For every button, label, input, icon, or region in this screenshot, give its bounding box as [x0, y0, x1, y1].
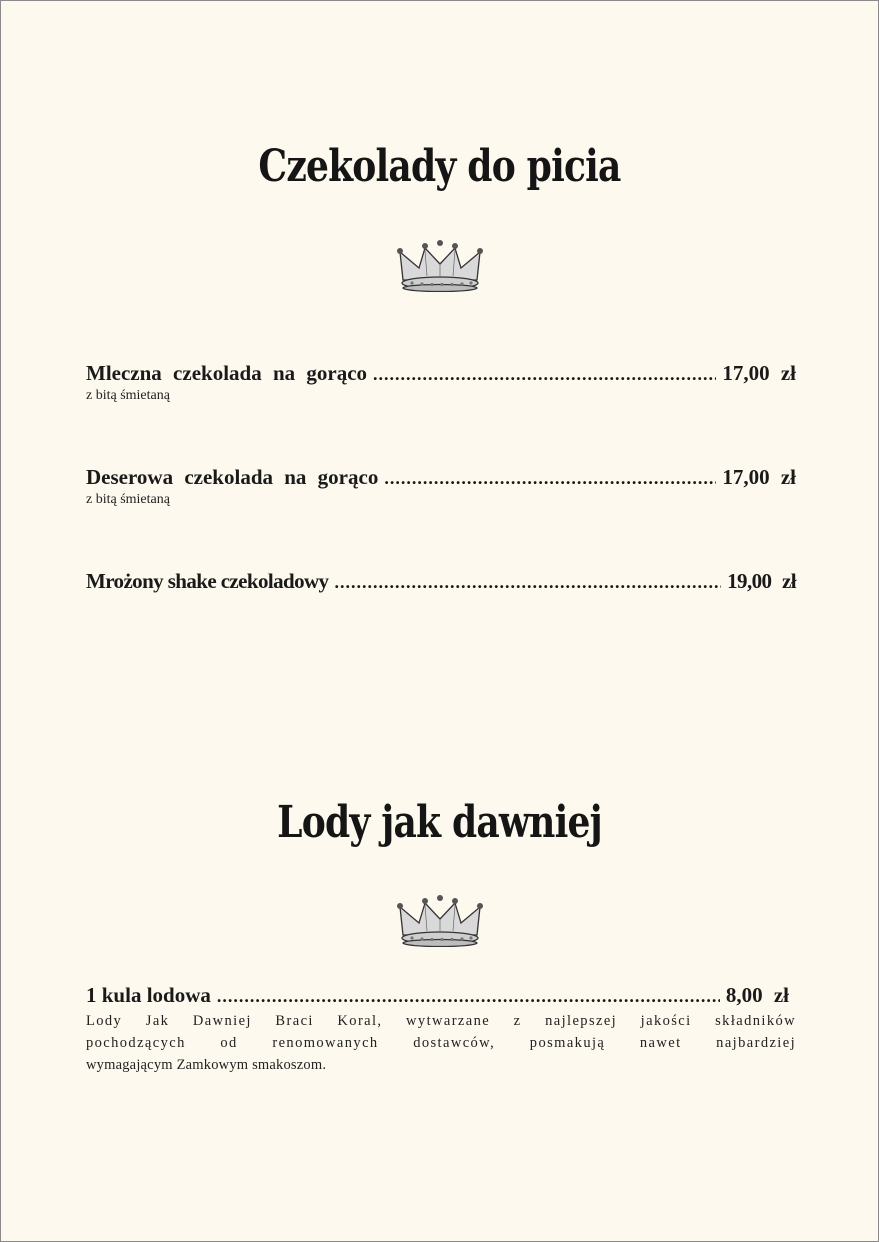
description-line: Lody Jak Dawniej Braci Koral, wytwarzane z najlepszej jakości składników — [86, 1013, 796, 1029]
item-price: 19,00 zł — [727, 569, 796, 593]
item-note: z bitą śmietaną — [86, 388, 170, 403]
item-name: Deserowa czekolada na gorąco — [86, 465, 379, 489]
leader-dots — [217, 986, 720, 1007]
description-line: wymagającym Zamkowym smakoszom. — [86, 1057, 327, 1073]
item-price: 17,00 zł — [722, 361, 796, 385]
item-description — [86, 1010, 796, 1076]
leader-dots — [384, 468, 716, 489]
leader-dots — [334, 572, 721, 593]
crown-icon — [397, 240, 483, 292]
item-price: 17,00 zł — [722, 465, 796, 489]
item-name: Mleczna czekolada na gorąco — [86, 361, 368, 385]
section-title-chocolates: Czekolady do picia — [258, 141, 621, 192]
crown-icon — [397, 895, 483, 947]
menu-item-milk-chocolate — [86, 361, 796, 404]
item-price: 8,00 zł — [725, 983, 789, 1007]
description-line: pochodzących od renomowanych dostawców, posmakują nawet najbardziej — [86, 1035, 796, 1051]
item-name: Mrożony shake czekoladowy — [86, 569, 329, 593]
item-name: 1 kula lodowa — [86, 983, 211, 1007]
item-note: z bitą śmietaną — [86, 492, 170, 507]
menu-item-dark-chocolate — [86, 465, 796, 508]
menu-item-ice-cream-scoop — [86, 983, 796, 1076]
menu-item-chocolate-shake — [86, 569, 796, 594]
section-title-ice-cream: Lody jak dawniej — [277, 797, 602, 848]
leader-dots — [373, 364, 716, 385]
